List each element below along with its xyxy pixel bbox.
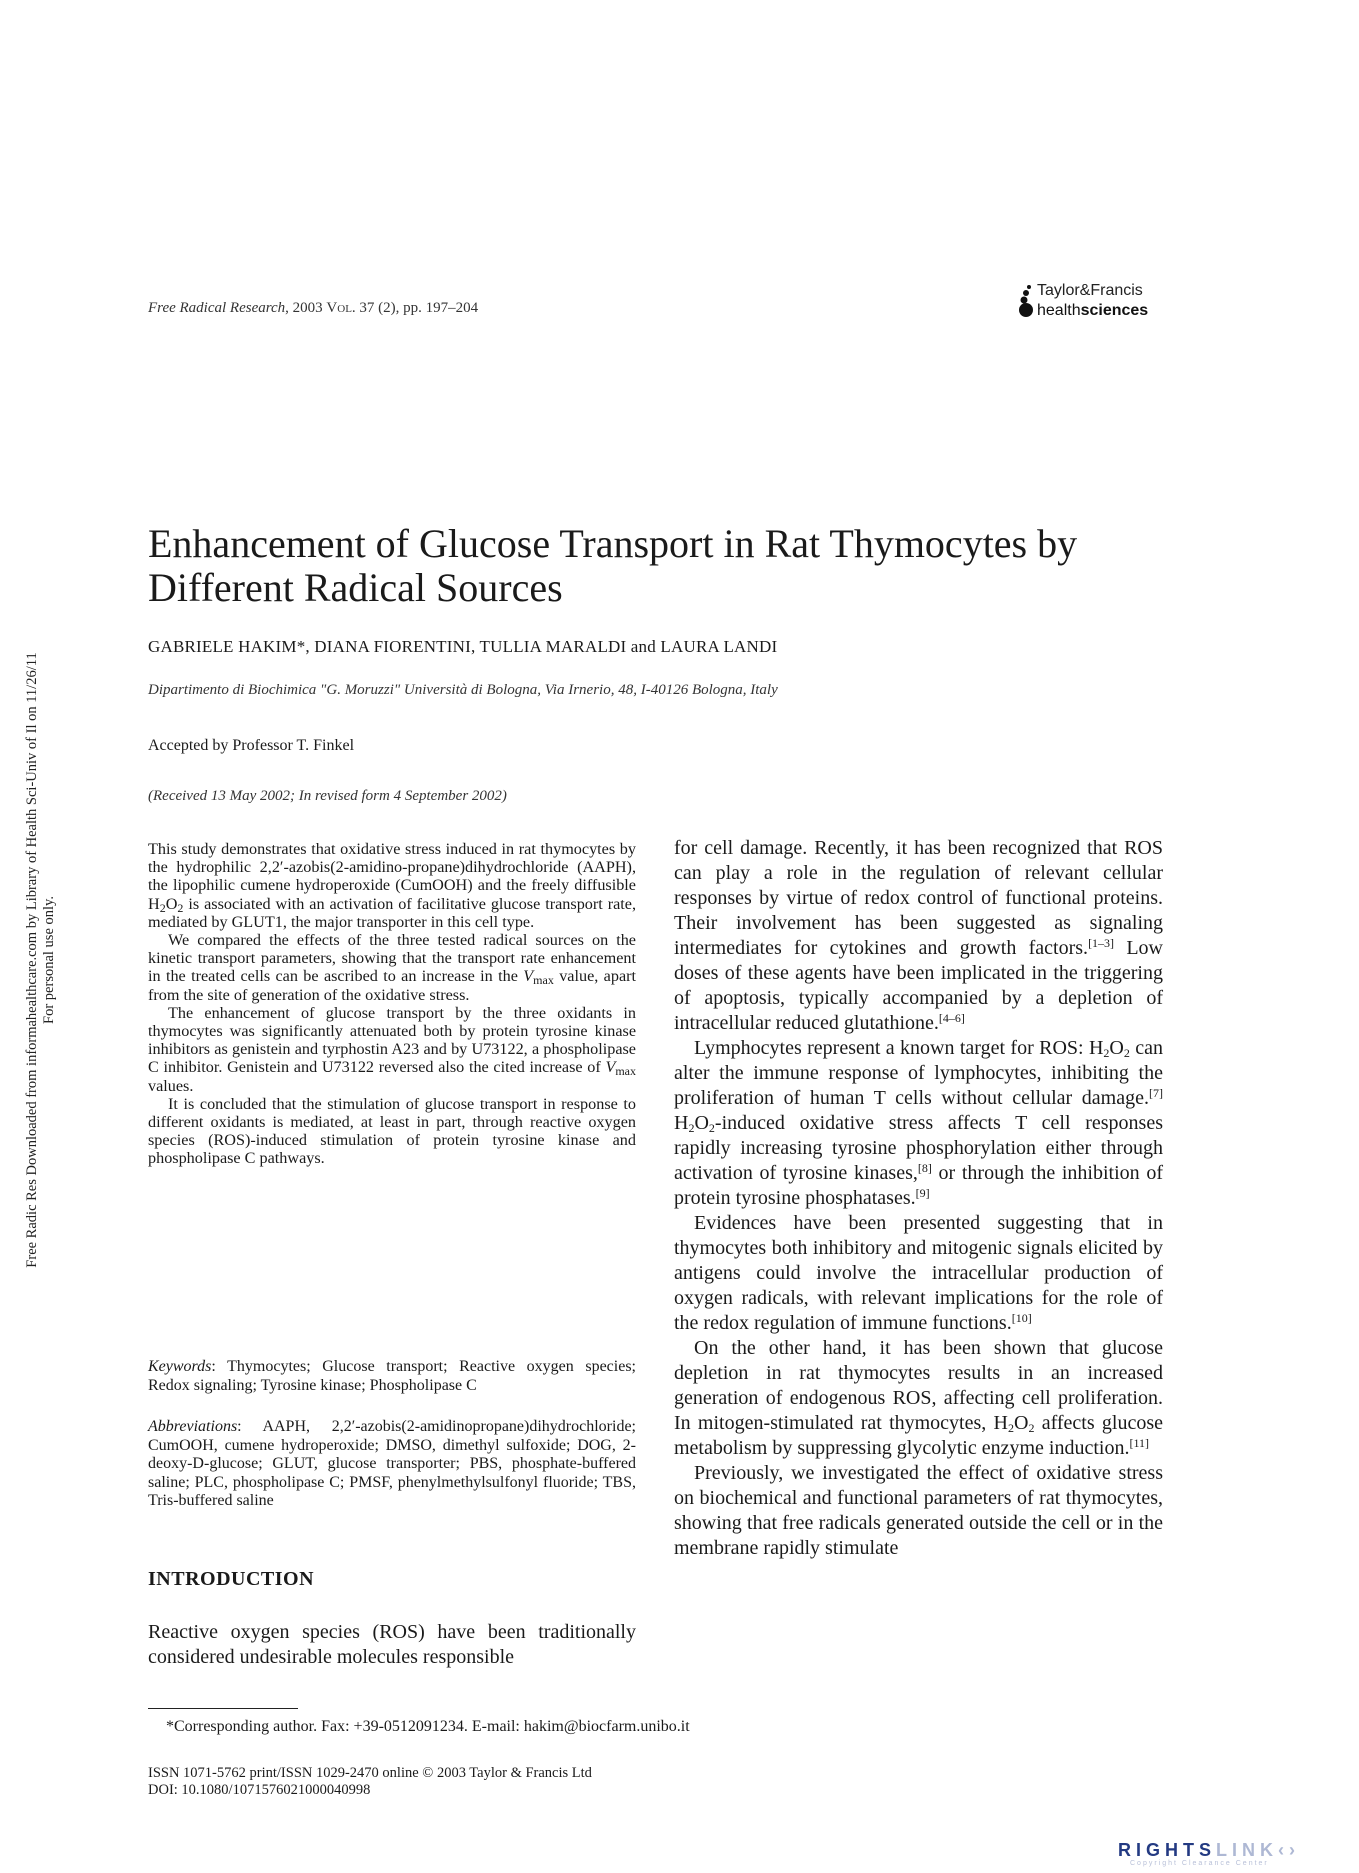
right-column-text: [674, 836, 1163, 1561]
body-paragraph: Evidences have been presented suggesting that in thymocytes both inhibitory and mitogenic signals elicited by antigens could involve the intracellular production of oxygen radicals, with relevant implications for the role of the redox regulation of immune functions.[10]: [674, 1212, 1163, 1334]
citation-ref[interactable]: [7]: [1149, 1086, 1163, 1100]
publication-info: [148, 1765, 592, 1799]
citation-ref[interactable]: [9]: [915, 1186, 930, 1200]
rightslink-tagline: Copyright Clearance Center: [1130, 1860, 1269, 1867]
abstract-paragraph: It is concluded that the stimulation of glucose transport in response to different oxidants is mediated, at least in part, through reactive oxygen species (ROS)-induced stimulation of protein tyrosine kinase and phospholipase C pathways.: [148, 1094, 636, 1168]
journal-name: Free Radical Research: [148, 300, 286, 316]
article-title: Enhancement of Glucose Transport in Rat Thymocytes by Different Radical Sources: [148, 521, 1078, 610]
publisher-dots-icon: [1015, 284, 1035, 318]
rightslink-logo[interactable]: RIGHTSLINK‹›: [1118, 1840, 1301, 1860]
footnote-rule: [148, 1708, 298, 1709]
citation-ref[interactable]: [10]: [1011, 1311, 1032, 1325]
doi-line[interactable]: DOI: 10.1080/1071576021000040998: [148, 1782, 371, 1798]
journal-citation: Free Radical Research, 2003 Vol. 37 (2), pp. 197–204: [148, 300, 479, 316]
publisher-logo: [1015, 282, 1165, 322]
citation-ref[interactable]: [1–3]: [1088, 936, 1115, 950]
abstract-paragraph: The enhancement of glucose transport by the three oxidants in thymocytes was significantly attenuated both by protein tyrosine kinase inhibitors as genistein and tyrphostin A23 and by U73122, a phospholipase C inhibitor. Genistein and U73122 reversed also the cited increase of $V_{max}$ values.: [148, 1003, 636, 1095]
publisher-logo-line1: Taylor&Francis: [1037, 282, 1143, 299]
download-notice-line2: For personal use only.: [41, 896, 57, 1024]
citation-ref[interactable]: [4–6]: [938, 1011, 965, 1025]
corresponding-author-footnote: *Corresponding author. Fax: +39-0512091234. E-mail: hakim@biocfarm.unibo.it: [166, 1718, 690, 1735]
body-paragraph: for cell damage. Recently, it has been recognized that ROS can play a role in the regulation of relevant cellular responses by virtue of redox control of functional proteins. Their involvement has been suggested as signaling intermediates for cytokines and growth factors.[1–3] Low doses of these agents have been implicated in the triggering of apoptosis, typically accompanied by a depletion of intracellular reduced glutathione.[4–6]: [674, 837, 1164, 1034]
body-paragraph: Lymphocytes represent a known target for ROS: $H_2O_2$ can alter the immune response of lymphocytes, inhibiting the proliferation of human T cells without cellular damage.[7] $H_2O_2$-induced oxidative stress affects T cell responses rapidly increasing tyrosine phosphorylation either through activation of tyrosine kinases,[8] or through the inhibition of protein tyrosine phosphatases.[9]: [674, 1037, 1163, 1209]
publisher-logo-line2: healthsciences: [1037, 302, 1149, 319]
abstract: [148, 840, 636, 1168]
journal-vol-label: Vol.: [326, 300, 356, 316]
download-notice-line1: Free Radic Res Downloaded from informahealthcare.com by Library of Health Sci-Univ of Il on 11/26/11: [24, 652, 40, 1268]
intro-paragraph: Reactive oxygen species (ROS) have been traditionally considered undesirable molecules responsible: [148, 1621, 636, 1668]
journal-volume: 37 (2), pp. 197–204: [359, 300, 479, 316]
download-notice: [24, 580, 58, 1340]
author-list: GABRIELE HAKIM*, DIANA FIORENTINI, TULLIA MARALDI and LAURA LANDI: [148, 637, 778, 656]
received-dates: (Received 13 May 2002; In revised form 4 September 2002): [148, 788, 507, 804]
citation-ref[interactable]: [11]: [1129, 1436, 1150, 1450]
section-heading-introduction: INTRODUCTION: [148, 1568, 315, 1590]
abbreviations: Abbreviations: AAPH, 2,2′-azobis(2-amidinopropane)dihydrochloride; CumOOH, cumene hydroperoxide; DMSO, dimethyl sulfoxide; DOG, 2-deoxy-D-glucose; GLUT, glucose transporter; PBS, phosphate-buffered saline; PLC, phospholipase C; PMSF, phenylmethylsulfonyl fluoride; TBS, Tris-buffered saline: [148, 1418, 636, 1509]
affiliation: Dipartimento di Biochimica "G. Moruzzi" Università di Bologna, Via Irnerio, 48, I-40126 Bologna, Italy: [148, 682, 778, 698]
journal-year: 2003: [292, 300, 323, 316]
issn-line: ISSN 1071-5762 print/ISSN 1029-2470 online © 2003 Taylor & Francis Ltd: [148, 1765, 592, 1781]
body-paragraph: On the other hand, it has been shown that glucose depletion in rat thymocytes results in an increased generation of endogenous ROS, affecting cell proliferation. In mitogen-stimulated rat thymocytes, $H_2O_2$ affects glucose metabolism by suppressing glycolytic enzyme induction.[11]: [674, 1337, 1163, 1459]
keywords: Keywords: Thymocytes; Glucose transport; Reactive oxygen species; Redox signaling; Tyrosine kinase; Phospholipase C: [148, 1358, 636, 1394]
abstract-paragraph: This study demonstrates that oxidative stress induced in rat thymocytes by the hydrophilic 2,2′-azobis(2-amidino-propane)dihydrochloride (AAPH), the lipophilic cumene hydroperoxide (CumOOH) and the freely diffusible $H_2O_2$ is associated with an activation of facilitative glucose transport rate, mediated by GLUT1, the major transporter in this cell type.: [148, 840, 637, 931]
body-paragraph: Previously, we investigated the effect of oxidative stress on biochemical and functional parameters of rat thymocytes, showing that free radicals generated outside the cell or in the membrane rapidly stimulate: [674, 1462, 1163, 1559]
rightslink-chevron-icon: ‹›: [1278, 1840, 1301, 1860]
citation-ref[interactable]: [8]: [917, 1161, 932, 1175]
abstract-paragraph: We compared the effects of the three tested radical sources on the kinetic transport parameters, showing that the transport rate enhancement in the treated cells can be ascribed to an increase in the $V_{max}$ value, apart from the site of generation of the oxidative stress.: [148, 931, 637, 1004]
accepted-by: Accepted by Professor T. Finkel: [148, 737, 355, 754]
